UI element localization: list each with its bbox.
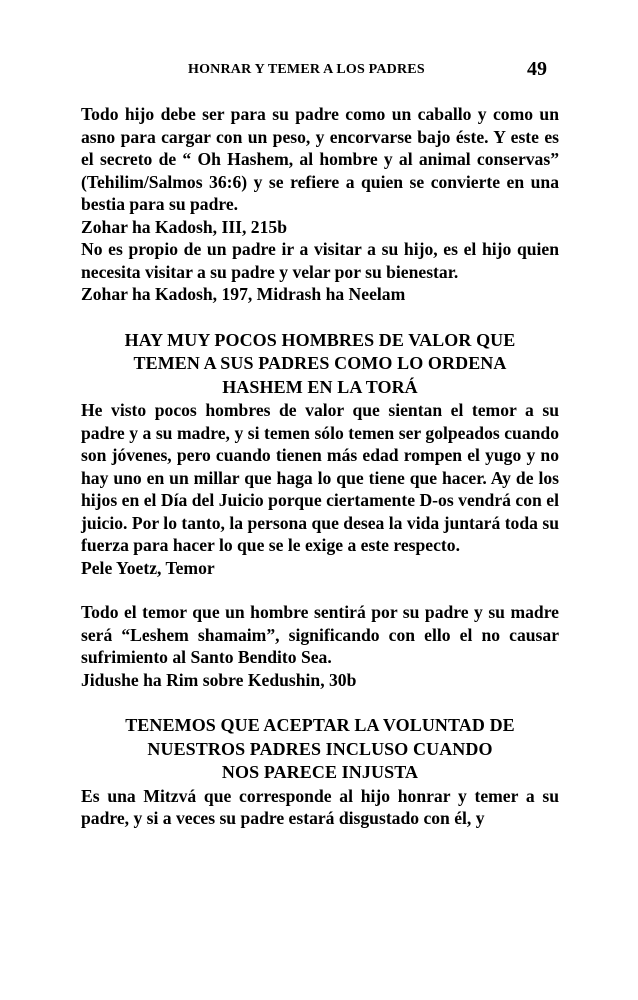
section-heading-1-line-1: HAY MUY POCOS HOMBRES DE VALOR QUE	[124, 329, 516, 350]
section-heading-1-line-3: HASHEM EN LA TORÁ	[222, 376, 418, 397]
paragraph-3: He visto pocos hombres de valor que sientan el temor a su padre y a su madre, y si temen sólo temen ser golpeados cuando son jóvenes, pero cuando tienen más edad rompen el yugo y no hay uno en un millar que haga lo que tiene que hacer. Ay de los hijos en el Día del Juicio porque ciertamente D-os vendrá con el juicio. Por lo tanto, la persona que desea la vida juntará toda su fuerza para hacer lo que se le exige a este respecto.	[81, 400, 559, 555]
citation-4: Jidushe ha Rim sobre Kedushin, 30b	[81, 669, 357, 690]
page-body	[81, 103, 559, 830]
citation-2: Zohar ha Kadosh, 197, Midrash ha Neelam	[81, 284, 406, 304]
running-title: HONRAR Y TEMER A LOS PADRES	[188, 62, 425, 77]
spacer	[81, 691, 559, 714]
spacer	[81, 306, 559, 329]
section-heading-2-line-2: NUESTROS PADRES INCLUSO CUANDO	[147, 738, 493, 759]
page-number: 49	[527, 58, 547, 80]
paragraph-1: Todo hijo debe ser para su padre como un caballo y como un asno para cargar con un peso, y encorvarse bajo éste. Y este es el secreto de “ Oh Hashem, al hombre y al animal conservas” (Tehilim/Salmos 36:6) y se refiere a quien se convierte en una bestia para su padre.	[81, 104, 559, 214]
section-heading-2	[81, 714, 559, 785]
page-header	[0, 58, 638, 84]
section-heading-1-line-2: TEMEN A SUS PADRES COMO LO ORDENA	[133, 353, 507, 373]
spacer	[81, 579, 559, 601]
citation-3: Pele Yoetz, Temor	[81, 557, 215, 578]
citation-1: Zohar ha Kadosh, III, 215b	[81, 216, 287, 237]
section-heading-2-line-3: NOS PARECE INJUSTA	[221, 762, 419, 782]
paragraph-4: Todo el temor que un hombre sentirá por su padre y su madre será “Leshem shamaim”, significando con ello el no causar sufrimiento al Santo Bendito Sea.	[81, 602, 559, 667]
paragraph-2: No es propio de un padre ir a visitar a su hijo, es el hijo quien necesita visitar a su padre y velar por su bienestar.	[81, 239, 559, 282]
paragraph-5: Es una Mitzvá que corresponde al hijo honrar y temer a su padre, y si a veces su padre estará disgustado con él, y	[81, 785, 559, 828]
section-heading-1	[81, 329, 559, 400]
section-heading-2-line-1: TENEMOS QUE ACEPTAR LA VOLUNTAD DE	[125, 715, 515, 735]
